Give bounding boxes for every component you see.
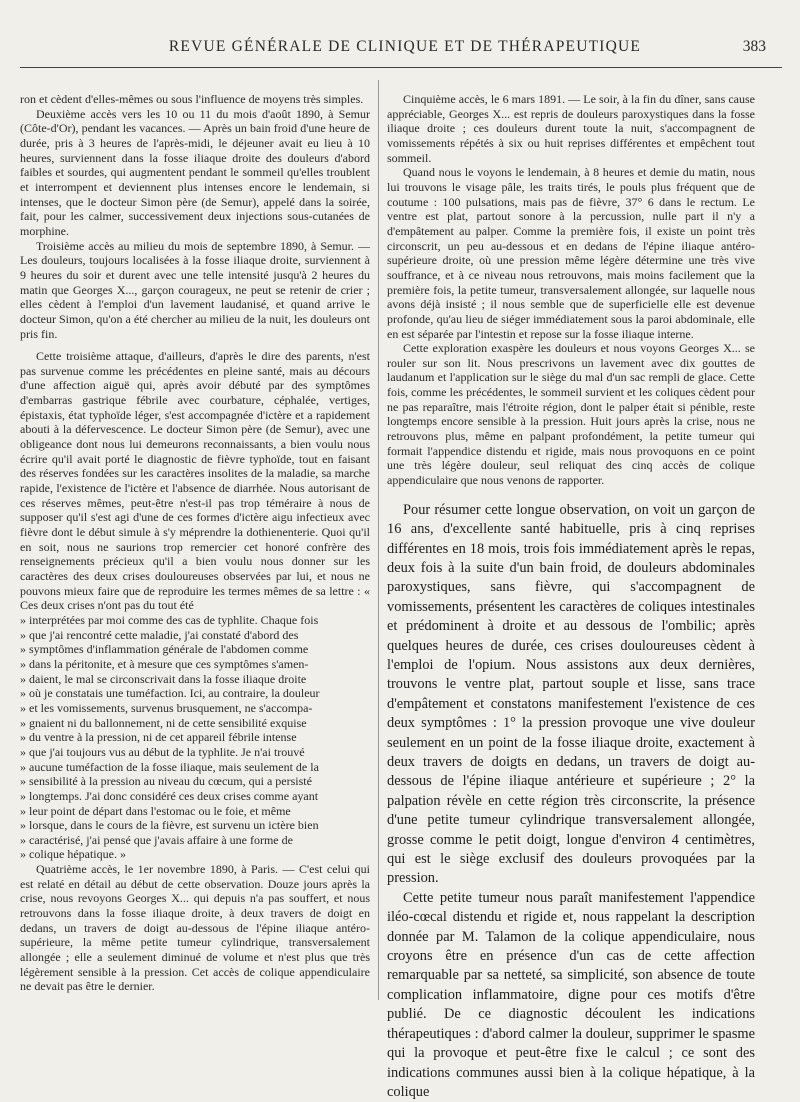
quote-line: » symptômes d'inflammation générale de l'abdomen comme xyxy=(20,642,309,657)
running-head xyxy=(0,36,800,60)
paragraph: Quatrième accès, le 1er novembre 1890, à Paris. — C'est celui qui est relaté en détail au début de cette observation. Douze jours après la crise, nous revoyons Georges X... qui depuis n'a pas souffert, et nous retrouvons dans la fosse iliaque droite, à deux travers de doigt en dedans, un travers de doigt au-dessous de l'épine iliaque antéro-supérieure, la même petite tumeur cylindrique, transversalement allongée ; elle a seulement diminué de volume et n'est plus que très légèrement sensible à la pression. Cet accès de colique appendiculaire ne devait pas être le dernier. xyxy=(20,862,370,994)
paragraph: Cette petite tumeur nous paraît manifestement l'appendice iléo-cœcal distendu et rigide et, nous rappelant la description donnée par M. Talamon de la colique appendiculaire, nous croyons être en présence d'un cas de cette affection remarquable par sa netteté, sa simplicité, son absence de toute complication inflammatoire, digne pour ces motifs d'être publié. De ce diagnostic découlent les indications thérapeutiques : d'abord calmer la douleur, supprimer le spasme qui la provoque et peut-être fixe le calcul ; ce sont des indications communes aussi bien à la colique hépatique, à la colique xyxy=(387,889,755,1100)
quote-line: » leur point de départ dans l'estomac ou le foie, et même xyxy=(20,803,291,818)
paragraph: Cinquième accès, le 6 mars 1891. — Le soir, à la fin du dîner, sans cause appréciable, Georges X... est repris de douleurs paroxystiques dans la fosse iliaque droite ; ces douleurs durent toute la nuit, s'accompagnent de vomissements répétés à six ou huit reprises différentes et empêchent tout sommeil. xyxy=(387,92,755,165)
quote-line: » interprétées par moi comme des cas de typhlite. Chaque fois xyxy=(20,612,319,627)
header-rule xyxy=(20,67,782,68)
quoted-letter xyxy=(20,613,370,862)
left-column xyxy=(20,92,370,1017)
quote-line: » aucune tuméfaction de la fosse iliaque, mais seulement de la xyxy=(20,759,319,774)
quote-line: » que j'ai toujours vus au début de la typhlite. Je n'ai trouvé xyxy=(20,744,305,759)
quote-line: » gnaient ni du ballonnement, ni de cette sensibilité exquise xyxy=(20,715,307,730)
quote-line: » où je constatais une tuméfaction. Ici, au contraire, la douleur xyxy=(20,686,320,701)
quote-line: » caractérisé, j'ai pensé que j'avais affaire à une forme de xyxy=(20,832,293,847)
quote-line: » sensibilité à la pression au niveau du cœcum, qui a persisté xyxy=(20,774,312,789)
summary-section xyxy=(387,501,755,1102)
paragraph: Troisième accès au milieu du mois de septembre 1890, à Semur. — Les douleurs, toujours localisées à la fosse iliaque droite, surviennent à 9 heures du soir et durent avec une telle intensité jusqu'à 2 heures du matin que Georges X..., garçon courageux, ne peut se retenir de crier ; elles cèdent à l'emploi d'un lavement laudanisé, et quand arrive le docteur Simon, qu'on a été chercher au milieu de la nuit, les douleurs ont pris fin. xyxy=(20,238,370,341)
paragraph: Cette troisième attaque, d'ailleurs, d'après le dire des parents, n'est pas survenue comme les précédentes en pleine santé, mais au décours d'une affection aiguë qui, après avoir débuté par des symptômes d'embarras gastrique fébrile avec courbature, céphalée, vertiges, épistaxis, état typhoïde léger, s'est accompagnée d'ictère et a rapidement abouti à la défervescence. Le docteur Simon père (de Semur), avec une obligeance dont nous lui demeurons reconnaissants, a bien voulu nous écrire qu'il avait porté le diagnostic de fièvre typhoïde, tout en faisant des réserves fondées sur les caractères insolites de la maladie, sa marche rapide, l'existence de l'ictère et l'absence de diarrhée. Nous autorisant de ces réserves mêmes, peut-être n'est-il pas trop téméraire à nous de supposer qu'il s'est agi d'une de ces formes d'ictère aigu infectieux avec fièvre dont le début simule à s'y méprendre la dothienenterie. Quoi qu'il en soit, nous ne saurions trop remercier cet honoré confrère des renseignements précieux qu'il a bien voulu nous donner sur les caractères des deux crises douloureuses observées par lui, et nous ne pouvons mieux faire que de reproduire les termes mêmes de sa lettre : « Ces deux crises n'ont pas du tout été xyxy=(20,349,370,613)
quote-line: » lorsque, dans le cours de la fièvre, est survenu un ictère bien xyxy=(20,818,319,833)
right-column xyxy=(387,92,755,1100)
quote-line: » que j'ai rencontré cette maladie, j'ai constaté d'abord des xyxy=(20,627,299,642)
paragraph: ron et cèdent d'elles-mêmes ou sous l'influence de moyens très simples. xyxy=(20,92,364,106)
quote-line: » du ventre à la pression, ni de cet appareil fébrile intense xyxy=(20,730,297,745)
paragraph: Cette exploration exaspère les douleurs et nous voyons Georges X... se rouler sur son lit. Nous prescrivons un lavement avec dix gouttes de laudanum et l'application sur le siège du mal d'un sac rempli de glace. Cette fois, comme les précédentes, le sommeil survient et les coliques cèdent pour ne pas reparaître, mais l'étroite région, dont le palper était si pénible, reste longtemps encore sensible à la pression. Huit jours après la crise, nous ne retrouvons plus, même en palpant profondément, la petite tumeur qui formait l'appendice distendu et rigide, mais nous provoquons en ce point une très légère douleur, seul reliquat des cinq accès de colique appendiculaire que nous venons de rapporter. xyxy=(387,341,755,488)
column-divider xyxy=(378,80,379,1000)
paragraph: Quand nous le voyons le lendemain, à 8 heures et demie du matin, nous lui trouvons le visage pâle, les traits tirés, le pouls plus fréquent que de coutume : 100 pulsations, mais pas de fièvre, 37° 6 dans le rectum. Le ventre est plat, partout sonore à la percussion, nulle part il n'y a d'empâtement au palper. Comme la première fois, il existe un point très circonscrit, un peu au-dessous et en dedans de l'épine iliaque antéro-supérieure droite, où une pression même légère détermine une très vive souffrance, et à ce niveau nous retrouvons, mais moins facilement que la première fois, la petite tumeur, transversalement allongée, sur laquelle nous avons déjà insisté ; il nous semble que de superficielle elle est devenue profonde, qu'au lieu de siéger immédiatement sous la paroi abdominale, elle en est séparée par l'intestin et repose sur la fosse iliaque interne. xyxy=(387,165,755,341)
quote-line: » longtemps. J'ai donc considéré ces deux crises comme ayant xyxy=(20,788,319,803)
page-number: 383 xyxy=(742,38,766,55)
paragraph: Pour résumer cette longue observation, on voit un garçon de 16 ans, d'excellente santé habituelle, pris à cinq reprises différentes en 18 mois, trois fois immédiatement après le repas, deux fois à la suite d'un bain froid, de douleurs abdominales paroxystiques, sans fièvre, qui s'accompagnent de vomissements, présentent les caractères de coliques intestinales et prédominent à droite et au dessous de l'ombilic; après quelques heures de durée, ces crises douloureuses cèdent à l'emploi de l'opium. Nous assistons aux deux dernières, trouvons le ventre plat, partout souple et lisse, sans trace d'empâtement et constatons manifestement l'existence de ces deux symptômes : 1° la pression provoque une vive douleur seulement en un point de la fosse iliaque droite, exactement à deux travers de doigts en dedans, un travers de doigt au-dessous de l'épine iliaque antérieure et supérieure ; 2° la palpation révèle en cette région très circonscrite, la présence d'une petite tumeur cylindrique transversalement allongée, grosse comme le petit doigt, longue d'environ 4 centimètres, qui est le siège exclusif des douleurs provoquées par la pression. xyxy=(387,501,755,887)
quote-line: » dans la péritonite, et à mesure que ces symptômes s'amen- xyxy=(20,656,309,671)
running-title: REVUE GÉNÉRALE DE CLINIQUE ET DE THÉRAPEUTIQUE xyxy=(168,38,642,55)
quote-line: » et les vomissements, survenus brusquement, ne s'accompa- xyxy=(20,700,313,715)
paragraph: Deuxième accès vers les 10 ou 11 du mois d'août 1890, à Semur (Côte-d'Or), pendant les vacances. — Après un bain froid d'une heure de durée, pris à 3 heures de l'après-midi, le déjeuner avait eu lieu à 10 heures, surviennent dans la fosse iliaque droite des douleurs d'abord faibles et sourdes, qui augmentent pendant le sommeil qu'elles troublent et interrompent et deviennent plus intenses encore le lendemain, si intenses, que le docteur Simon père (de Semur), appelé dans la soirée, fait, pour les calmer, successivement deux injections sous-cutanées de morphine. xyxy=(20,106,370,238)
quote-line: » daient, le mal se circonscrivait dans la fosse iliaque droite xyxy=(20,671,307,686)
quote-line: » colique hépatique. » xyxy=(20,847,126,862)
